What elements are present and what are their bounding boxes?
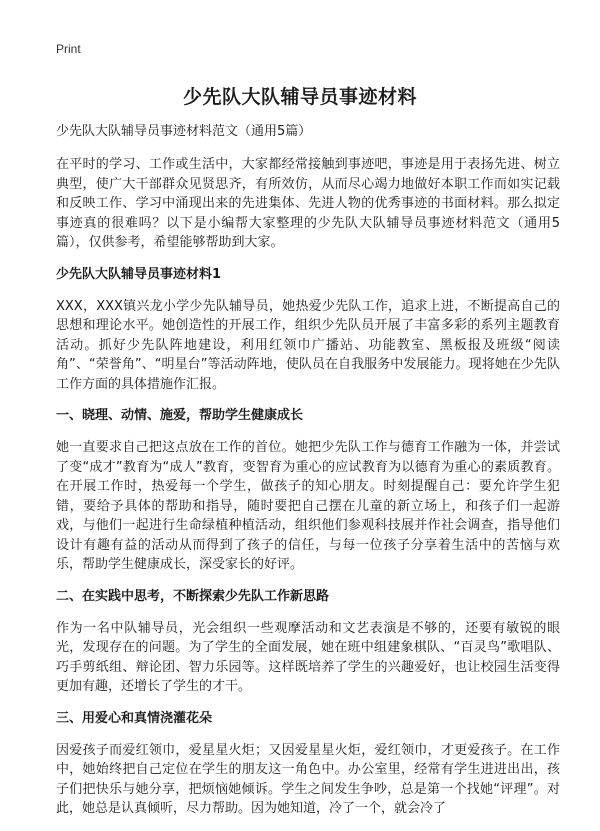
section-1-paragraph: XXX，XXX镇兴龙小学少先队辅导员，她热爱少先队工作，追求上进，不断提高自己的思想和理论水平。她创造性的开展工作，组织少先队员开展了丰富多彩的系列主题教育活动。抓好少先队阵地建设，利用红领巾广播站、功能教室、黑板报及班级“阅读角”、“荣誉角”、“明星台”等活动阵地，使队员在自我服务中发展能力。现将她在少先队工作方面的具体措施作汇报。 [56,298,560,392]
page-title: 少先队大队辅导员事迹材料 [182,86,417,108]
paragraph-1: 她一直要求自己把这点放在工作的首位。她把少先队工作与德育工作融为一体，并尝试了变“成才”教育为“成人”教育，变智育为重心的应试教育为以德育为重心的素质教育。在开展工作时，热爱每一个学生，做孩子的知心朋友。时刻提醒自己：要允许学生犯错，要给予具体的帮助和指导，随时要把自己摆在儿童的新立场上，和孩子们一起游戏，与他们一起进行生命绿植种植活动，组织他们参观科技展并作社会调查，指导他们设计有趣有益的活动从而得到了孩子的信任，与每一位孩子分享着生活中的苦恼与欢乐，帮助学生健康成长，深受家长的好评。 [56,440,560,572]
subheading-1: 一、晓理、动情、施爱，帮助学生健康成长 [56,408,304,423]
subheading-2: 二、在实践中思考，不断探索少先队工作新思路 [56,588,330,604]
subheading-3: 三、用爱心和真情浇灌花朵 [56,710,213,726]
document-subtitle: 少先队大队辅导员事迹材料范文（通用5篇） [56,124,312,139]
section-1-heading: 少先队大队辅导员事迹材料1 [56,266,222,282]
paragraph-3: 因爱孩子而爱红领巾，爱星星火炬；又因爱星星火炬，爱红领巾，才更爱孩子。在工作中，她始终把自己定位在学生的朋友这一角色中。办公室里，经常有学生进进出出，孩子们把快乐与她分享，把烦恼她倾诉。学生之间发生争吵，总是第一个找她“评理”。对此，她总是认真倾听，尽力帮助。因为她知道，冷了一个，就会冷了 [56,742,560,816]
print-label[interactable]: Print [56,42,81,56]
paragraph-2: 作为一名中队辅导员，光会组织一些观摩活动和文艺表演是不够的，还要有敏锐的眼光，发现存在的问题。为了学生的全面发展，她在班中组建象棋队、“百灵鸟”歌唱队、巧手剪纸组、辩论团、智力乐园等。这样既培养了学生的兴趣爱好，也让校园生活变得更加有趣，还增长了学生的才干。 [56,620,560,694]
intro-paragraph: 在平时的学习、工作或生活中，大家都经常接触到事迹吧，事迹是用于表扬先进、树立典型，使广大干部群众见贤思齐，有所效仿，从而尽心竭力地做好本职工作而如实记载和反映工作、学习中涌现出来的先进集体、先进人物的优秀事迹的书面材料。那么拟定事迹真的很难吗？以下是小编帮大家整理的少先队大队辅导员事迹材料范文（通用5篇），仅供参考，希望能够帮助到大家。 [56,157,560,250]
document-body [56,122,560,831]
